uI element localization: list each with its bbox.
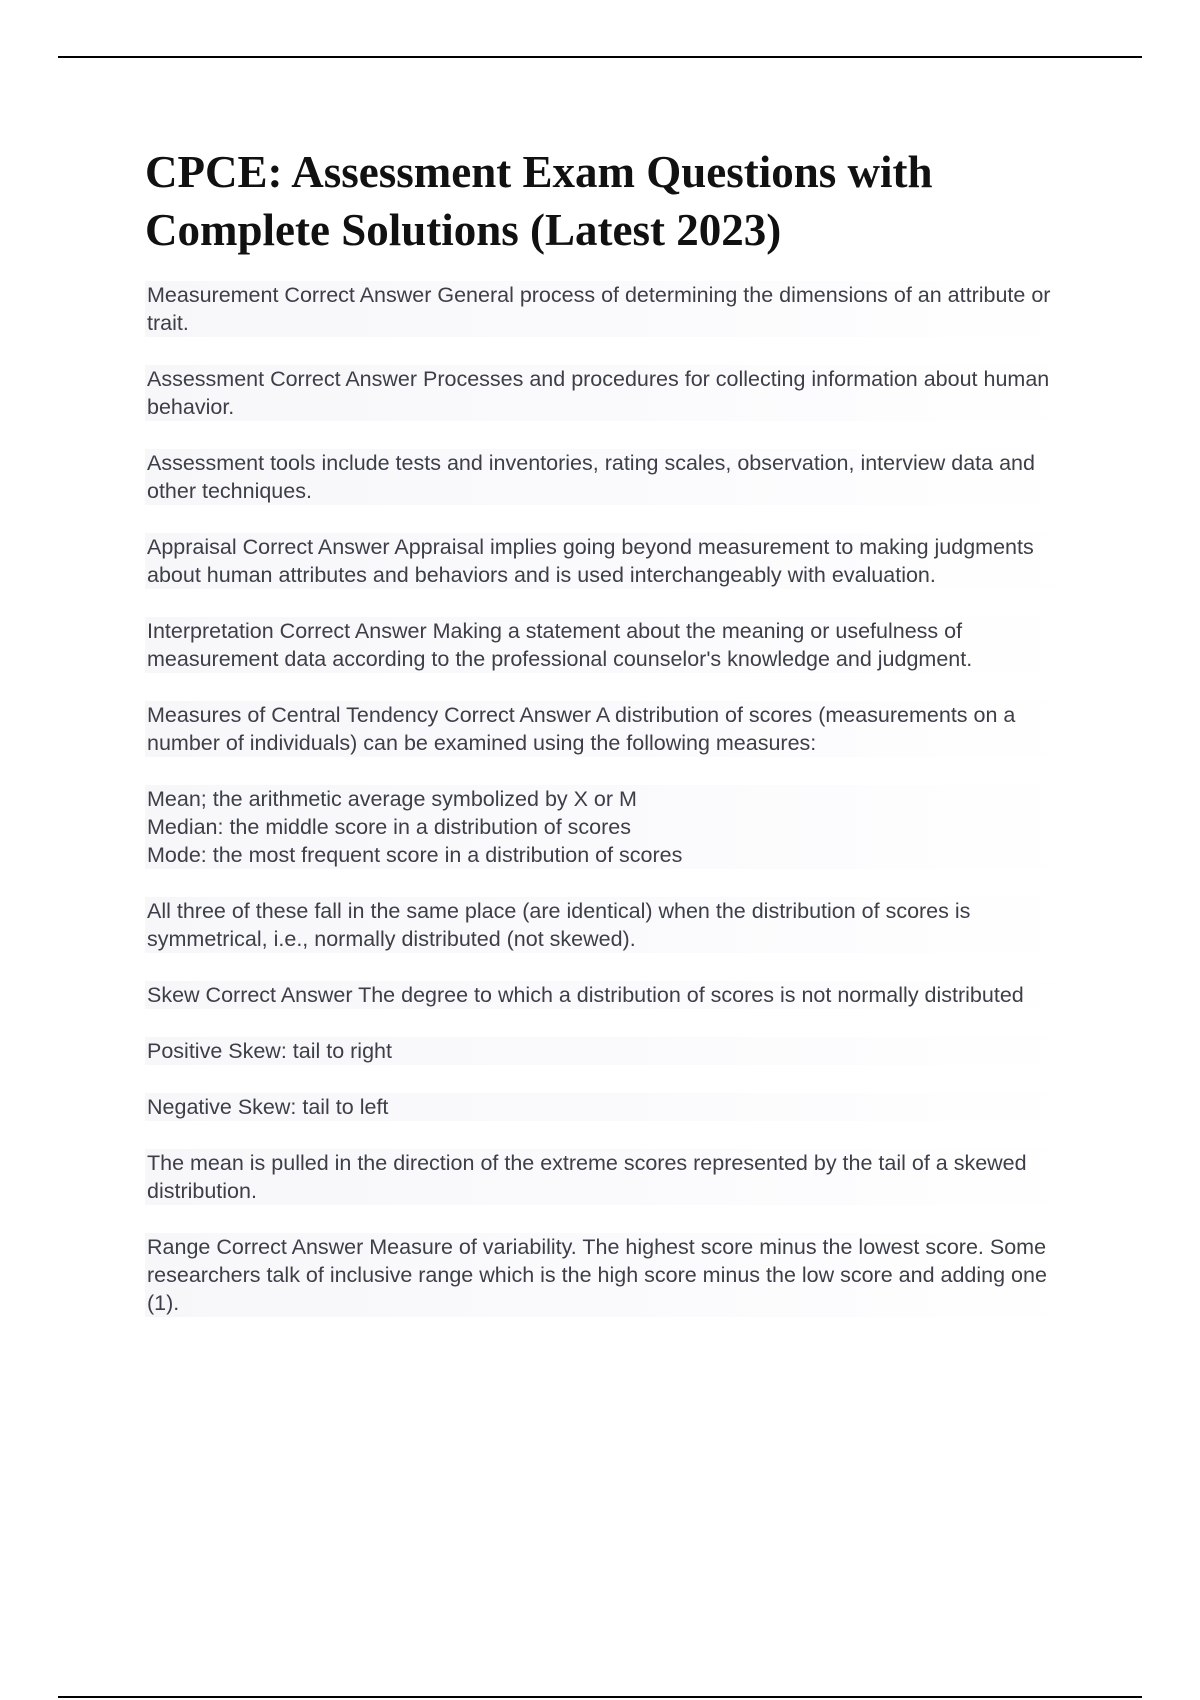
- entry-range: Range Correct Answer Measure of variability. The highest score minus the lowest score. Some researchers talk of inclusive range which is the high score minus the low score and adding one (1).: [145, 1233, 1085, 1317]
- title-line-2: Complete Solutions (Latest 2023): [145, 205, 782, 255]
- entry-measurement: Measurement Correct Answer General process of determining the dimensions of an attribute or trait.: [145, 281, 1085, 337]
- measure-mean: Mean; the arithmetic average symbolized by X or M: [147, 787, 637, 811]
- entry-assessment-tools: Assessment tools include tests and inventories, rating scales, observation, interview data and other techniques.: [145, 449, 1085, 505]
- document-title: [145, 143, 1085, 259]
- top-rule: [58, 56, 1142, 58]
- entry-negative-skew: Negative Skew: tail to left: [145, 1093, 1085, 1121]
- title-line-1: CPCE: Assessment Exam Questions with: [145, 147, 933, 197]
- document-body: [145, 143, 1085, 1345]
- bottom-rule: [58, 1696, 1142, 1698]
- entry-appraisal: Appraisal Correct Answer Appraisal implies going beyond measurement to making judgments about human attributes and behaviors and is used interchangeably with evaluation.: [145, 533, 1085, 589]
- entry-mean-pull: The mean is pulled in the direction of the extreme scores represented by the tail of a skewed distribution.: [145, 1149, 1085, 1205]
- entry-symmetry-note: All three of these fall in the same place (are identical) when the distribution of scores is symmetrical, i.e., normally distributed (not skewed).: [145, 897, 1085, 953]
- entry-interpretation: Interpretation Correct Answer Making a statement about the meaning or usefulness of measurement data according to the professional counselor's knowledge and judgment.: [145, 617, 1085, 673]
- entry-positive-skew: Positive Skew: tail to right: [145, 1037, 1085, 1065]
- entry-central-tendency: Measures of Central Tendency Correct Answer A distribution of scores (measurements on a number of individuals) can be examined using the following measures:: [145, 701, 1085, 757]
- measure-median: Median: the middle score in a distribution of scores: [147, 815, 631, 839]
- entry-skew: Skew Correct Answer The degree to which a distribution of scores is not normally distributed: [145, 981, 1085, 1009]
- entry-assessment: Assessment Correct Answer Processes and procedures for collecting information about human behavior.: [145, 365, 1085, 421]
- entries-list: [145, 281, 1085, 1317]
- entry-central-tendency-measures: [145, 785, 1085, 869]
- measure-mode: Mode: the most frequent score in a distribution of scores: [147, 843, 683, 867]
